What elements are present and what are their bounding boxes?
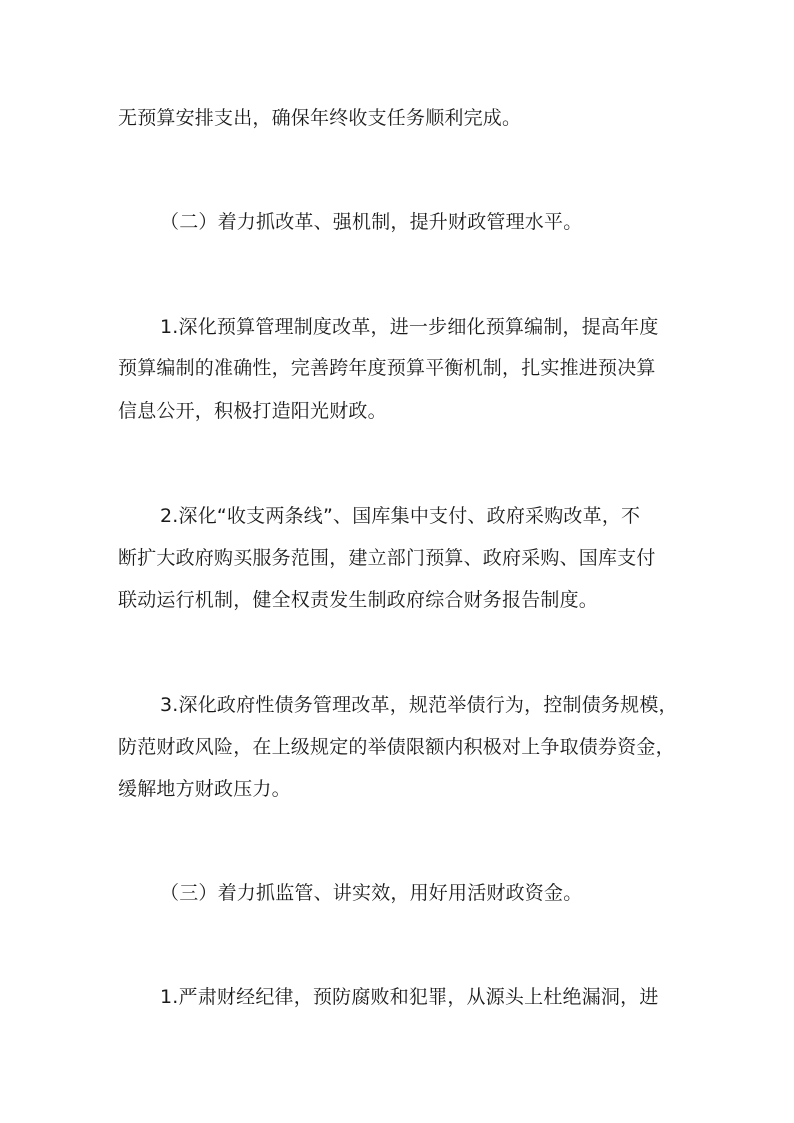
paragraph-line: 无预算安排支出，确保年终收支任务顺利完成。 <box>118 107 522 129</box>
paragraph-line: 2.深化“收支两条线”、国库集中支付、政府采购改革，不 <box>160 505 641 527</box>
paragraph-line: 防范财政风险，在上级规定的举债限额内积极对上争取债券资金， <box>118 736 675 758</box>
section-heading: （二）着力抓改革、强机制，提升财政管理水平。 <box>160 211 583 233</box>
paragraph-line: 预算编制的准确性，完善跨年度预算平衡机制，扎实推进预决算 <box>118 357 656 379</box>
paragraph-line: 断扩大政府购买服务范围，建立部门预算、政府采购、国库支付 <box>118 547 656 569</box>
paragraph-line: 联动运行机制，健全权责发生制政府综合财务报告制度。 <box>118 589 599 611</box>
paragraph-line: 缓解地方财政压力。 <box>118 778 291 800</box>
paragraph-line: 信息公开，积极打造阳光财政。 <box>118 400 387 422</box>
paragraph-line: 3.深化政府性债务管理改革，规范举债行为，控制债务规模， <box>160 694 678 716</box>
section-heading: （三）着力抓监管、讲实效，用好用活财政资金。 <box>160 882 583 904</box>
paragraph-line: 1.严肃财经纪律，预防腐败和犯罪，从源头上杜绝漏洞，进 <box>160 986 659 1008</box>
paragraph-line: 1.深化预算管理制度改革，进一步细化预算编制，提高年度 <box>160 316 659 338</box>
